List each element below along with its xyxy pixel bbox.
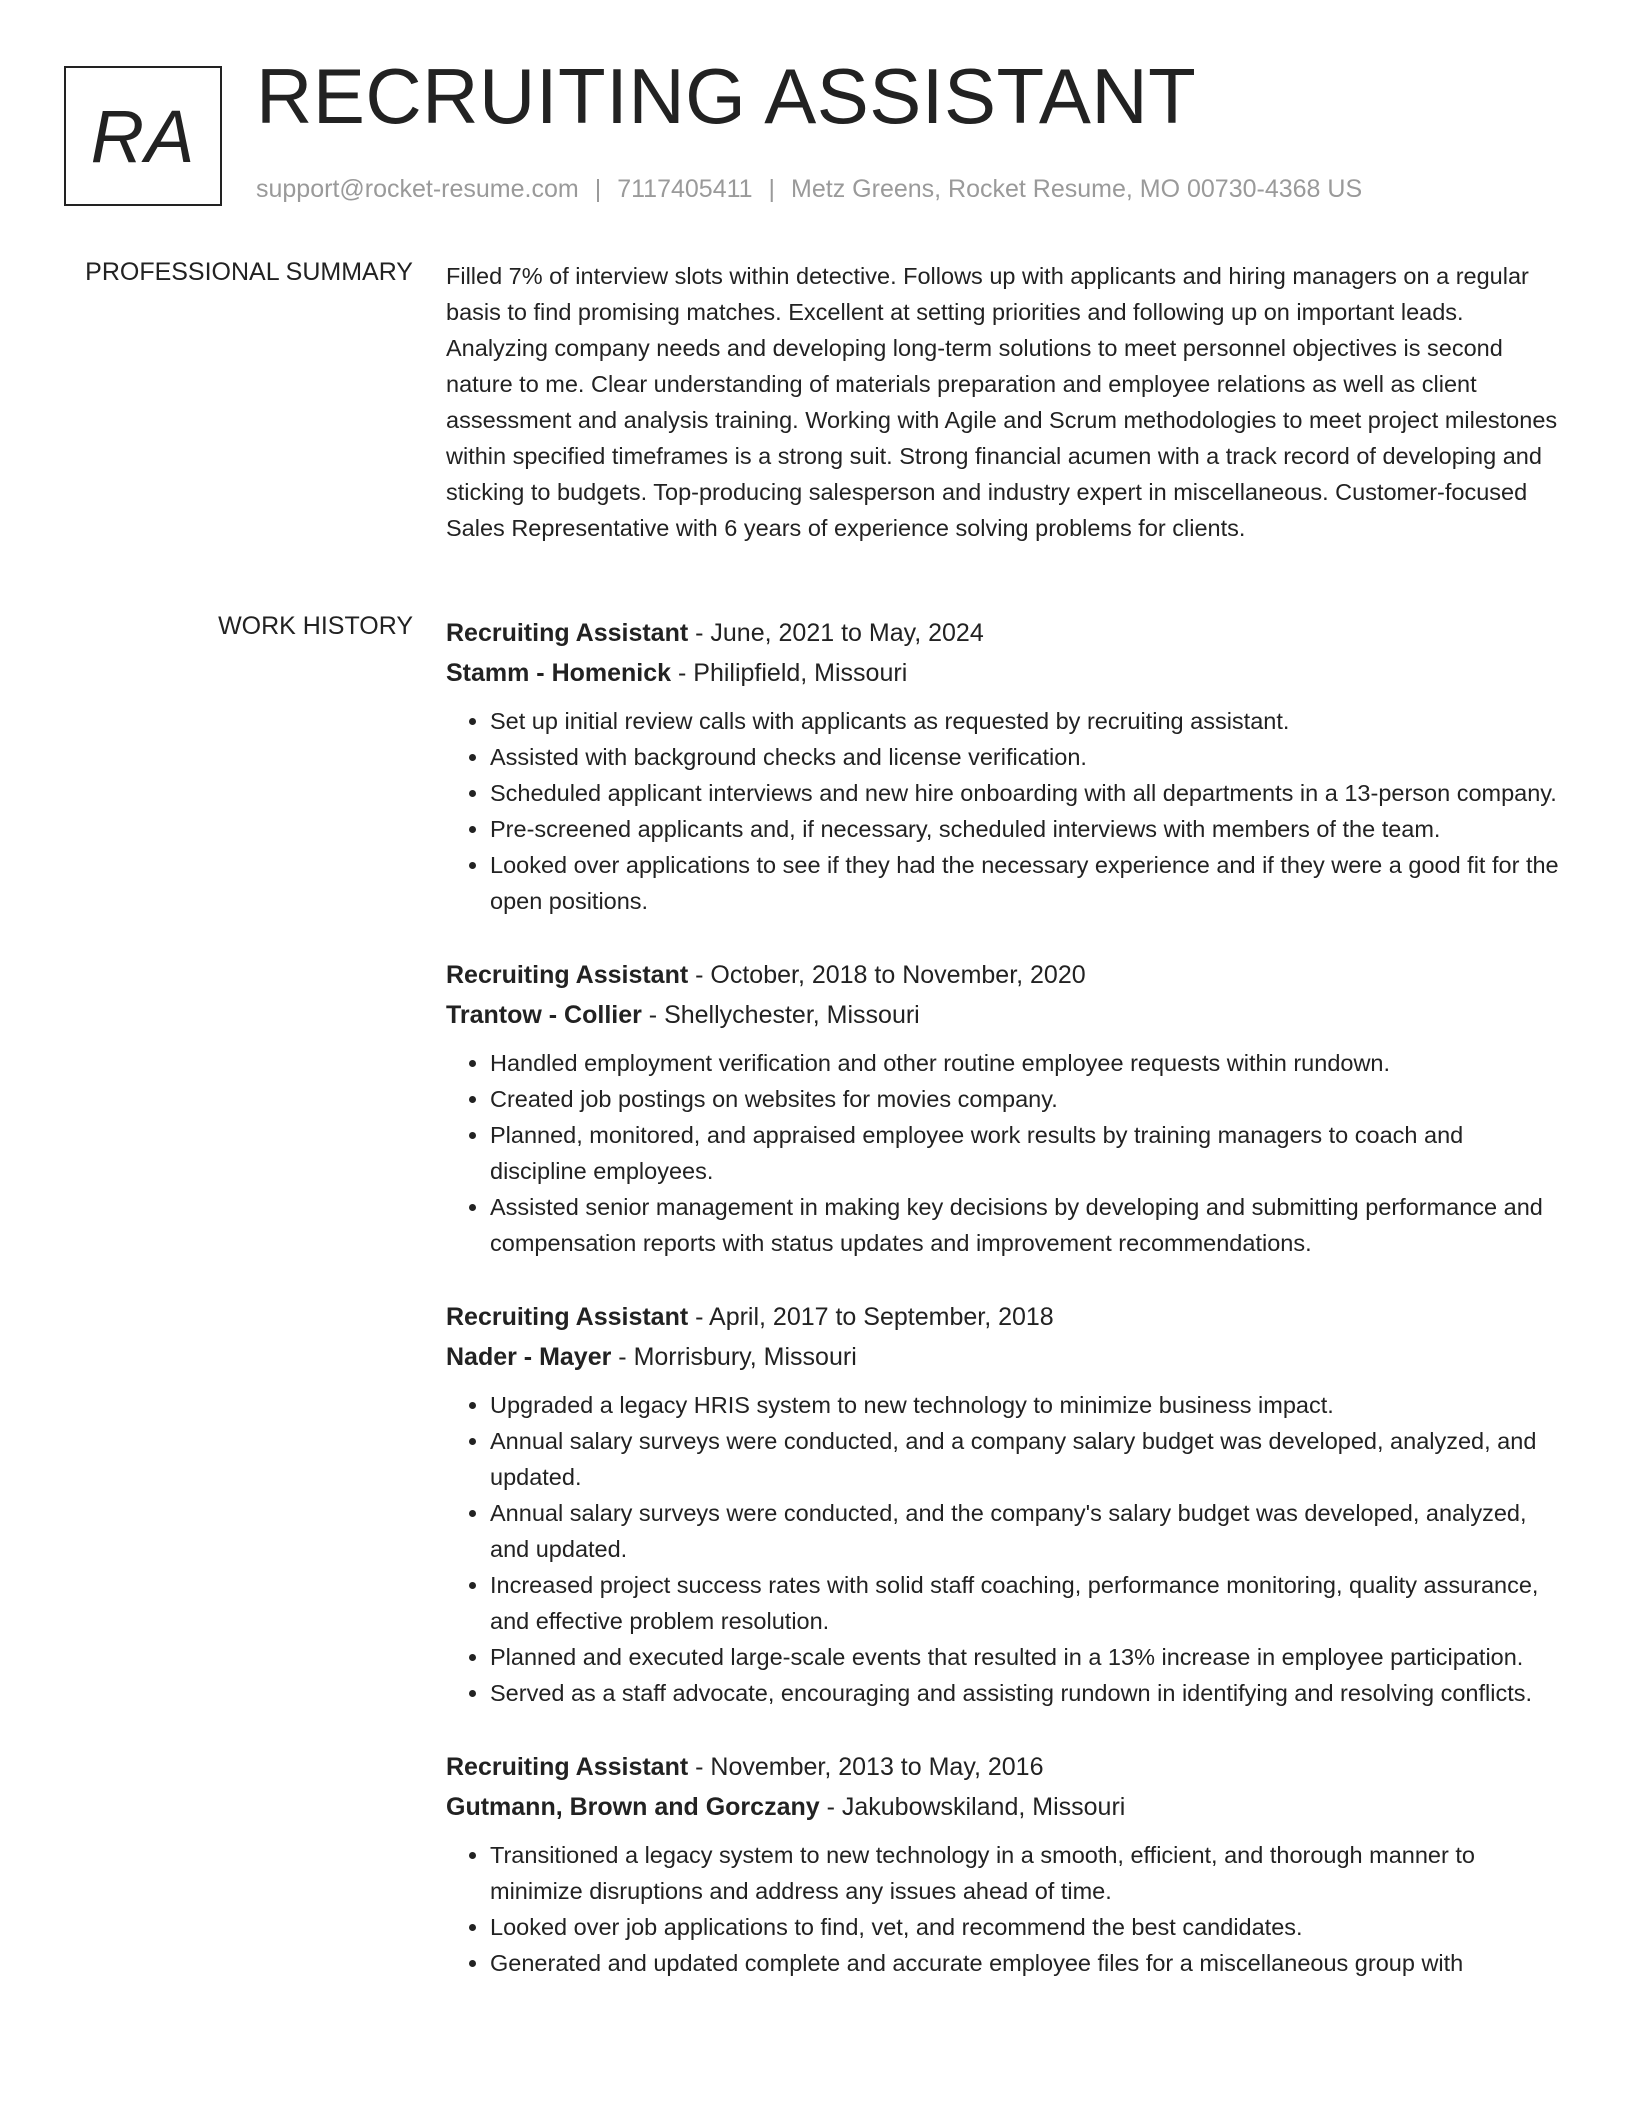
work-history-list: [446, 613, 1562, 2017]
job-bullet: • Set up initial review calls with applicants as requested by recruiting assistant.: [490, 703, 1562, 739]
job-company-line: [446, 995, 1562, 1035]
contact-phone: 7117405411: [617, 175, 753, 203]
job-company: Nader - Mayer: [446, 1343, 612, 1371]
job-bullets: [446, 1837, 1562, 1981]
job-company-line: [446, 1787, 1562, 1827]
job-bullet: • Planned and executed large-scale events that resulted in a 13% increase in employee participation.: [490, 1639, 1562, 1675]
job-title: Recruiting Assistant: [446, 961, 689, 989]
job-bullet: • Looked over job applications to find, vet, and recommend the best candidates.: [490, 1909, 1562, 1945]
candidate-name: RECRUITING ASSISTANT: [256, 52, 1197, 140]
job-bullet: • Increased project success rates with solid staff coaching, performance monitoring, quality assurance, and effective problem resolution.: [490, 1567, 1562, 1639]
contact-address: Metz Greens, Rocket Resume, MO 00730-4368 US: [791, 175, 1363, 203]
initials-monogram: RA: [64, 66, 222, 206]
job-location: - Shellychester, Missouri: [641, 1001, 920, 1029]
job-location: - Morrisbury, Missouri: [611, 1343, 857, 1371]
job-bullet: • Served as a staff advocate, encouraging and assisting rundown in identifying and resolving conflicts.: [490, 1675, 1562, 1711]
job-bullet: • Assisted with background checks and license verification.: [490, 739, 1562, 775]
job-entry: [446, 1297, 1562, 1711]
summary-text: Filled 7% of interview slots within detective. Follows up with applicants and hiring managers on a regular basis to find promising matches. Excellent at setting priorities and following up on important leads. Analyzing company needs and developing long-term solutions to meet personnel objectives is second nature to me. Clear understanding of materials preparation and employee relations as well as client assessment and analysis training. Working with Agile and Scrum methodologies to meet project milestones within specified timeframes is a strong suit. Strong financial acumen with a track record of developing and sticking to budgets. Top-producing salesperson and industry expert in miscellaneous. Customer-focused Sales Representative with 6 years of experience solving problems for clients.: [446, 263, 1558, 541]
job-bullet: • Upgraded a legacy HRIS system to new technology to minimize business impact.: [490, 1387, 1562, 1423]
job-title-line: [446, 955, 1562, 995]
job-bullet: • Assisted senior management in making key decisions by developing and submitting performance and compensation reports with status updates and improvement recommendations.: [490, 1189, 1562, 1261]
job-bullet: • Pre-screened applicants and, if necessary, scheduled interviews with members of the team.: [490, 811, 1562, 847]
job-title: Recruiting Assistant: [446, 1753, 689, 1781]
job-bullet: • Annual salary surveys were conducted, and the company's salary budget was developed, analyzed, and updated.: [490, 1495, 1562, 1567]
job-company-line: [446, 1337, 1562, 1377]
job-bullets: [446, 1387, 1562, 1711]
job-title: Recruiting Assistant: [446, 1303, 689, 1331]
contact-separator: |: [594, 175, 602, 203]
job-bullets: [446, 703, 1562, 919]
job-bullet: • Annual salary surveys were conducted, and a company salary budget was developed, analyzed, and updated.: [490, 1423, 1562, 1495]
job-dates: - October, 2018 to November, 2020: [688, 961, 1086, 989]
job-dates: - June, 2021 to May, 2024: [688, 619, 984, 647]
job-bullet: • Handled employment verification and other routine employee requests within rundown.: [490, 1045, 1562, 1081]
job-bullet: • Created job postings on websites for movies company.: [490, 1081, 1562, 1117]
job-location: - Jakubowskiland, Missouri: [819, 1793, 1126, 1821]
job-title-line: [446, 1747, 1562, 1787]
job-bullet: • Generated and updated complete and accurate employee files for a miscellaneous group with: [490, 1945, 1562, 1981]
job-company: Trantow - Collier: [446, 1001, 642, 1029]
job-bullet: • Transitioned a legacy system to new technology in a smooth, efficient, and thorough manner to minimize disruptions and address any issues ahead of time.: [490, 1837, 1562, 1909]
job-title-line: [446, 613, 1562, 653]
job-entry: [446, 955, 1562, 1261]
job-company: Stamm - Homenick: [446, 659, 672, 687]
summary-section-label: PROFESSIONAL SUMMARY: [85, 258, 413, 286]
contact-separator: |: [768, 175, 776, 203]
contact-line: [256, 175, 1362, 204]
job-title: Recruiting Assistant: [446, 619, 689, 647]
work-history-section-label: WORK HISTORY: [218, 612, 413, 640]
contact-email: support@rocket-resume.com: [256, 175, 579, 203]
job-bullets: [446, 1045, 1562, 1261]
job-dates: - November, 2013 to May, 2016: [688, 1753, 1044, 1781]
job-entry: [446, 613, 1562, 919]
job-title-line: [446, 1297, 1562, 1337]
job-bullet: • Looked over applications to see if they had the necessary experience and if they were a good fit for the open positions.: [490, 847, 1562, 919]
job-bullet: • Planned, monitored, and appraised employee work results by training managers to coach and discipline employees.: [490, 1117, 1562, 1189]
job-entry: [446, 1747, 1562, 1981]
job-dates: - April, 2017 to September, 2018: [688, 1303, 1054, 1331]
job-location: - Philipfield, Missouri: [671, 659, 908, 687]
job-company: Gutmann, Brown and Gorczany: [446, 1793, 820, 1821]
job-company-line: [446, 653, 1562, 693]
job-bullet: • Scheduled applicant interviews and new hire onboarding with all departments in a 13-person company.: [490, 775, 1562, 811]
